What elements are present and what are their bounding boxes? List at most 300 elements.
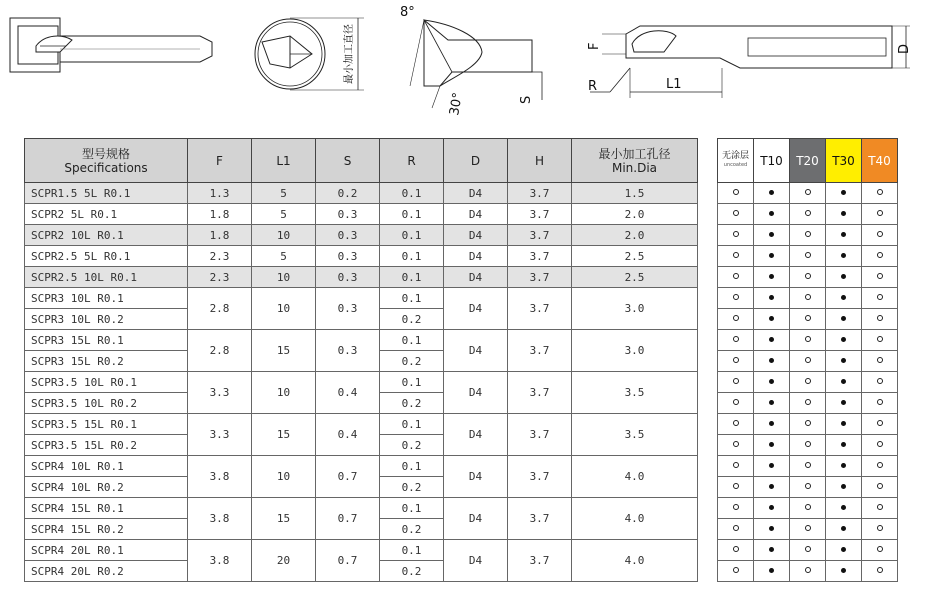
- coating-cell: [790, 456, 826, 477]
- table-row: [25, 225, 698, 246]
- spec-header-6: [508, 139, 572, 183]
- coating-cell: [826, 519, 862, 540]
- cell-h: 3.7: [508, 183, 572, 204]
- coating-cell: [754, 540, 790, 561]
- cell-s: 0.2: [316, 183, 380, 204]
- cell-r: 0.1: [380, 330, 444, 351]
- solid-dot-icon: [841, 526, 846, 531]
- hollow-circle-icon: [733, 315, 739, 321]
- coating-cell: [718, 288, 754, 309]
- cell-d: D4: [444, 267, 508, 288]
- coating-row: [718, 183, 898, 204]
- cell-f: 3.3: [188, 372, 252, 414]
- cell-min: 4.0: [572, 498, 698, 540]
- coating-cell: [718, 246, 754, 267]
- coating-cell: [790, 267, 826, 288]
- coating-cell: [862, 561, 898, 582]
- hollow-circle-icon: [805, 441, 811, 447]
- hollow-circle-icon: [877, 399, 883, 405]
- cell-s: 0.4: [316, 372, 380, 414]
- cell-r: 0.1: [380, 267, 444, 288]
- cell-min: 2.0: [572, 225, 698, 246]
- cell-s: 0.3: [316, 246, 380, 267]
- coating-cell: [754, 330, 790, 351]
- cell-h: 3.7: [508, 456, 572, 498]
- hollow-circle-icon: [877, 294, 883, 300]
- hollow-circle-icon: [877, 546, 883, 552]
- cell-d: D4: [444, 246, 508, 267]
- hollow-circle-icon: [805, 483, 811, 489]
- table-row: [25, 456, 698, 477]
- cell-r: 0.1: [380, 204, 444, 225]
- cell-min: 1.5: [572, 183, 698, 204]
- cell-min: 3.0: [572, 330, 698, 372]
- hollow-circle-icon: [805, 399, 811, 405]
- spec-cell: SCPR3.5 10L R0.2: [25, 393, 188, 414]
- solid-dot-icon: [769, 526, 774, 531]
- hollow-circle-icon: [877, 336, 883, 342]
- spec-cell: SCPR3 10L R0.1: [25, 288, 188, 309]
- solid-dot-icon: [841, 295, 846, 300]
- spec-cell: SCPR3 15L R0.1: [25, 330, 188, 351]
- spec-cell: SCPR3 15L R0.2: [25, 351, 188, 372]
- coating-row: [718, 519, 898, 540]
- header-en: Specifications: [64, 160, 148, 175]
- solid-dot-icon: [769, 400, 774, 405]
- coating-cell: [862, 498, 898, 519]
- coating-cell: [826, 393, 862, 414]
- coating-cell: [862, 519, 898, 540]
- cell-r: 0.1: [380, 372, 444, 393]
- header-en: T20: [796, 153, 819, 168]
- hollow-circle-icon: [877, 483, 883, 489]
- solid-dot-icon: [769, 253, 774, 258]
- cell-r: 0.1: [380, 456, 444, 477]
- label-l1: L1: [666, 77, 682, 92]
- cell-r: 0.2: [380, 351, 444, 372]
- cell-s: 0.4: [316, 414, 380, 456]
- header-en: T30: [832, 153, 855, 168]
- coating-cell: [754, 204, 790, 225]
- cell-l1: 10: [252, 372, 316, 414]
- coating-cell: [790, 330, 826, 351]
- coating-cell: [826, 330, 862, 351]
- hollow-circle-icon: [733, 378, 739, 384]
- coating-table-header: [718, 139, 898, 183]
- hollow-circle-icon: [733, 504, 739, 510]
- hollow-circle-icon: [877, 231, 883, 237]
- header-en: H: [534, 153, 545, 168]
- cell-h: 3.7: [508, 540, 572, 582]
- coating-cell: [826, 435, 862, 456]
- table-row: [25, 330, 698, 351]
- coating-cell: [718, 414, 754, 435]
- hollow-circle-icon: [733, 483, 739, 489]
- solid-dot-icon: [841, 547, 846, 552]
- solid-dot-icon: [841, 505, 846, 510]
- spec-cell: SCPR4 15L R0.2: [25, 519, 188, 540]
- hollow-circle-icon: [805, 420, 811, 426]
- coating-cell: [718, 393, 754, 414]
- hollow-circle-icon: [733, 567, 739, 573]
- cell-d: D4: [444, 372, 508, 414]
- coating-row: [718, 498, 898, 519]
- solid-dot-icon: [769, 442, 774, 447]
- cell-f: 3.8: [188, 456, 252, 498]
- hollow-circle-icon: [877, 420, 883, 426]
- cell-s: 0.3: [316, 288, 380, 330]
- coating-cell: [826, 204, 862, 225]
- hollow-circle-icon: [805, 504, 811, 510]
- cell-d: D4: [444, 414, 508, 456]
- coating-cell: [754, 309, 790, 330]
- hollow-circle-icon: [733, 231, 739, 237]
- hollow-circle-icon: [805, 294, 811, 300]
- table-row: [25, 498, 698, 519]
- hollow-circle-icon: [805, 273, 811, 279]
- coating-header-4: [862, 139, 898, 183]
- solid-dot-icon: [841, 211, 846, 216]
- coating-row: [718, 393, 898, 414]
- solid-dot-icon: [769, 484, 774, 489]
- solid-dot-icon: [769, 505, 774, 510]
- cell-f: 1.8: [188, 204, 252, 225]
- cell-f: 3.3: [188, 414, 252, 456]
- coating-row: [718, 267, 898, 288]
- cell-f: 3.8: [188, 540, 252, 582]
- hollow-circle-icon: [877, 441, 883, 447]
- cell-min: 2.0: [572, 204, 698, 225]
- coating-cell: [862, 393, 898, 414]
- coating-row: [718, 477, 898, 498]
- coating-cell: [754, 372, 790, 393]
- spec-cell: SCPR4 20L R0.1: [25, 540, 188, 561]
- cell-d: D4: [444, 225, 508, 246]
- angle-bottom-label: 30°: [447, 91, 466, 117]
- spec-header-4: [380, 139, 444, 183]
- cell-f: 2.3: [188, 267, 252, 288]
- spec-header-2: [252, 139, 316, 183]
- cell-r: 0.2: [380, 435, 444, 456]
- coating-row: [718, 561, 898, 582]
- coating-cell: [790, 519, 826, 540]
- spec-header-7: [572, 139, 698, 183]
- coating-cell: [826, 288, 862, 309]
- coating-cell: [862, 540, 898, 561]
- coating-header-0: [718, 139, 754, 183]
- coating-cell: [754, 435, 790, 456]
- hollow-circle-icon: [805, 546, 811, 552]
- cell-h: 3.7: [508, 372, 572, 414]
- coating-header-2: [790, 139, 826, 183]
- cell-l1: 5: [252, 204, 316, 225]
- spec-cell: SCPR2 5L R0.1: [25, 204, 188, 225]
- cell-f: 1.8: [188, 225, 252, 246]
- spec-header-3: [316, 139, 380, 183]
- cell-h: 3.7: [508, 204, 572, 225]
- hollow-circle-icon: [805, 252, 811, 258]
- coating-row: [718, 246, 898, 267]
- cell-s: 0.3: [316, 267, 380, 288]
- solid-dot-icon: [769, 211, 774, 216]
- solid-dot-icon: [841, 484, 846, 489]
- cell-h: 3.7: [508, 330, 572, 372]
- diagram-side-view: [0, 0, 230, 90]
- hollow-circle-icon: [805, 462, 811, 468]
- coating-cell: [754, 561, 790, 582]
- coating-cell: [826, 225, 862, 246]
- spec-cell: SCPR1.5 5L R0.1: [25, 183, 188, 204]
- hollow-circle-icon: [877, 378, 883, 384]
- hollow-circle-icon: [733, 294, 739, 300]
- spec-cell: SCPR3.5 15L R0.2: [25, 435, 188, 456]
- coating-cell: [790, 435, 826, 456]
- cell-r: 0.1: [380, 414, 444, 435]
- hollow-circle-icon: [805, 315, 811, 321]
- spec-cell: SCPR3.5 15L R0.1: [25, 414, 188, 435]
- hollow-circle-icon: [733, 546, 739, 552]
- hollow-circle-icon: [733, 210, 739, 216]
- cell-h: 3.7: [508, 225, 572, 246]
- coating-cell: [826, 351, 862, 372]
- spec-table: [24, 138, 698, 582]
- coating-row: [718, 456, 898, 477]
- coating-cell: [826, 372, 862, 393]
- solid-dot-icon: [769, 358, 774, 363]
- hollow-circle-icon: [877, 462, 883, 468]
- coating-row: [718, 309, 898, 330]
- coating-cell: [718, 540, 754, 561]
- cell-r: 0.1: [380, 183, 444, 204]
- coating-cell: [718, 330, 754, 351]
- hollow-circle-icon: [877, 504, 883, 510]
- coating-cell: [718, 498, 754, 519]
- header-en: uncoated: [723, 161, 748, 168]
- cell-min: 2.5: [572, 267, 698, 288]
- solid-dot-icon: [841, 274, 846, 279]
- cell-min: 3.0: [572, 288, 698, 330]
- coating-cell: [754, 498, 790, 519]
- coating-cell: [718, 435, 754, 456]
- coating-cell: [862, 372, 898, 393]
- hollow-circle-icon: [805, 357, 811, 363]
- coating-cell: [718, 351, 754, 372]
- solid-dot-icon: [769, 337, 774, 342]
- coating-row: [718, 435, 898, 456]
- table-row: [25, 372, 698, 393]
- cell-h: 3.7: [508, 246, 572, 267]
- table-row: [25, 204, 698, 225]
- coating-cell: [862, 246, 898, 267]
- header-en: R: [407, 153, 416, 168]
- hollow-circle-icon: [877, 357, 883, 363]
- hollow-circle-icon: [733, 399, 739, 405]
- hollow-circle-icon: [805, 567, 811, 573]
- coating-cell: [754, 477, 790, 498]
- coating-cell: [826, 456, 862, 477]
- coating-row: [718, 225, 898, 246]
- hollow-circle-icon: [805, 231, 811, 237]
- coating-cell: [862, 204, 898, 225]
- coating-cell: [826, 561, 862, 582]
- cell-min: 4.0: [572, 456, 698, 498]
- hollow-circle-icon: [805, 189, 811, 195]
- hollow-circle-icon: [877, 210, 883, 216]
- angle-top-label: 8°: [400, 5, 415, 20]
- solid-dot-icon: [841, 316, 846, 321]
- cell-r: 0.2: [380, 309, 444, 330]
- header-en: T10: [760, 153, 783, 168]
- table-row: [25, 414, 698, 435]
- coating-table: [717, 138, 898, 582]
- solid-dot-icon: [769, 421, 774, 426]
- solid-dot-icon: [841, 568, 846, 573]
- cell-l1: 15: [252, 498, 316, 540]
- cell-l1: 5: [252, 183, 316, 204]
- solid-dot-icon: [769, 568, 774, 573]
- hollow-circle-icon: [805, 378, 811, 384]
- cell-r: 0.2: [380, 519, 444, 540]
- coating-cell: [790, 477, 826, 498]
- spec-table-header: [25, 139, 698, 183]
- cell-l1: 20: [252, 540, 316, 582]
- hollow-circle-icon: [733, 273, 739, 279]
- cell-l1: 5: [252, 246, 316, 267]
- solid-dot-icon: [841, 379, 846, 384]
- coating-cell: [790, 225, 826, 246]
- cell-r: 0.1: [380, 225, 444, 246]
- solid-dot-icon: [841, 421, 846, 426]
- cell-s: 0.7: [316, 456, 380, 498]
- hollow-circle-icon: [733, 252, 739, 258]
- hollow-circle-icon: [733, 462, 739, 468]
- solid-dot-icon: [841, 400, 846, 405]
- coating-cell: [862, 309, 898, 330]
- solid-dot-icon: [841, 190, 846, 195]
- solid-dot-icon: [769, 295, 774, 300]
- hollow-circle-icon: [877, 273, 883, 279]
- coating-cell: [718, 204, 754, 225]
- hollow-circle-icon: [733, 189, 739, 195]
- diagram-angle-view: [392, 0, 552, 120]
- spec-cell: SCPR2.5 5L R0.1: [25, 246, 188, 267]
- header-en: Min.Dia: [611, 160, 658, 175]
- hollow-circle-icon: [877, 189, 883, 195]
- solid-dot-icon: [769, 316, 774, 321]
- cell-min: 2.5: [572, 246, 698, 267]
- solid-dot-icon: [769, 190, 774, 195]
- coating-cell: [754, 393, 790, 414]
- hollow-circle-icon: [733, 420, 739, 426]
- solid-dot-icon: [769, 274, 774, 279]
- coating-cell: [754, 267, 790, 288]
- coating-cell: [826, 183, 862, 204]
- solid-dot-icon: [769, 379, 774, 384]
- coating-row: [718, 372, 898, 393]
- hollow-circle-icon: [733, 336, 739, 342]
- cell-r: 0.2: [380, 561, 444, 582]
- coating-cell: [790, 351, 826, 372]
- cell-r: 0.1: [380, 246, 444, 267]
- cell-h: 3.7: [508, 498, 572, 540]
- header-en: D: [470, 153, 481, 168]
- header-cn: 最小加工孔径: [598, 146, 671, 161]
- coating-cell: [718, 561, 754, 582]
- coating-cell: [754, 414, 790, 435]
- cell-h: 3.7: [508, 414, 572, 456]
- spec-header-5: [444, 139, 508, 183]
- hollow-circle-icon: [805, 525, 811, 531]
- cell-l1: 10: [252, 288, 316, 330]
- coating-cell: [718, 225, 754, 246]
- cell-r: 0.1: [380, 498, 444, 519]
- coating-cell: [754, 288, 790, 309]
- solid-dot-icon: [841, 232, 846, 237]
- cell-f: 2.8: [188, 330, 252, 372]
- coating-row: [718, 288, 898, 309]
- label-d: D: [897, 43, 912, 54]
- cell-s: 0.3: [316, 204, 380, 225]
- cell-f: 3.8: [188, 498, 252, 540]
- coating-cell: [790, 183, 826, 204]
- solid-dot-icon: [769, 232, 774, 237]
- cell-d: D4: [444, 456, 508, 498]
- coating-cell: [718, 456, 754, 477]
- table-row: [25, 246, 698, 267]
- coating-header-3: [826, 139, 862, 183]
- coating-cell: [826, 246, 862, 267]
- spec-cell: SCPR2 10L R0.1: [25, 225, 188, 246]
- spec-cell: SCPR4 15L R0.1: [25, 498, 188, 519]
- coating-cell: [826, 309, 862, 330]
- cell-d: D4: [444, 204, 508, 225]
- coating-cell: [754, 456, 790, 477]
- header-cn: 无涂层: [721, 150, 749, 161]
- cell-s: 0.3: [316, 330, 380, 372]
- coating-cell: [862, 477, 898, 498]
- spec-header-0: [25, 139, 188, 183]
- cell-h: 3.7: [508, 267, 572, 288]
- coating-cell: [826, 540, 862, 561]
- spec-cell: SCPR3 10L R0.2: [25, 309, 188, 330]
- cell-min: 3.5: [572, 414, 698, 456]
- cell-f: 2.8: [188, 288, 252, 330]
- coating-cell: [862, 267, 898, 288]
- cell-r: 0.1: [380, 540, 444, 561]
- label-f: F: [587, 42, 602, 50]
- cell-d: D4: [444, 288, 508, 330]
- coating-cell: [790, 393, 826, 414]
- coating-cell: [790, 246, 826, 267]
- header-cn: 型号规格: [81, 146, 130, 161]
- cell-d: D4: [444, 330, 508, 372]
- header-en: F: [216, 153, 223, 168]
- coating-cell: [754, 519, 790, 540]
- coating-cell: [718, 183, 754, 204]
- coating-cell: [790, 288, 826, 309]
- spec-cell: SCPR2.5 10L R0.1: [25, 267, 188, 288]
- cell-h: 3.7: [508, 288, 572, 330]
- coating-row: [718, 540, 898, 561]
- solid-dot-icon: [841, 463, 846, 468]
- cell-l1: 10: [252, 267, 316, 288]
- coating-cell: [862, 351, 898, 372]
- coating-cell: [862, 183, 898, 204]
- cell-s: 0.3: [316, 225, 380, 246]
- coating-cell: [862, 288, 898, 309]
- solid-dot-icon: [841, 253, 846, 258]
- coating-cell: [826, 267, 862, 288]
